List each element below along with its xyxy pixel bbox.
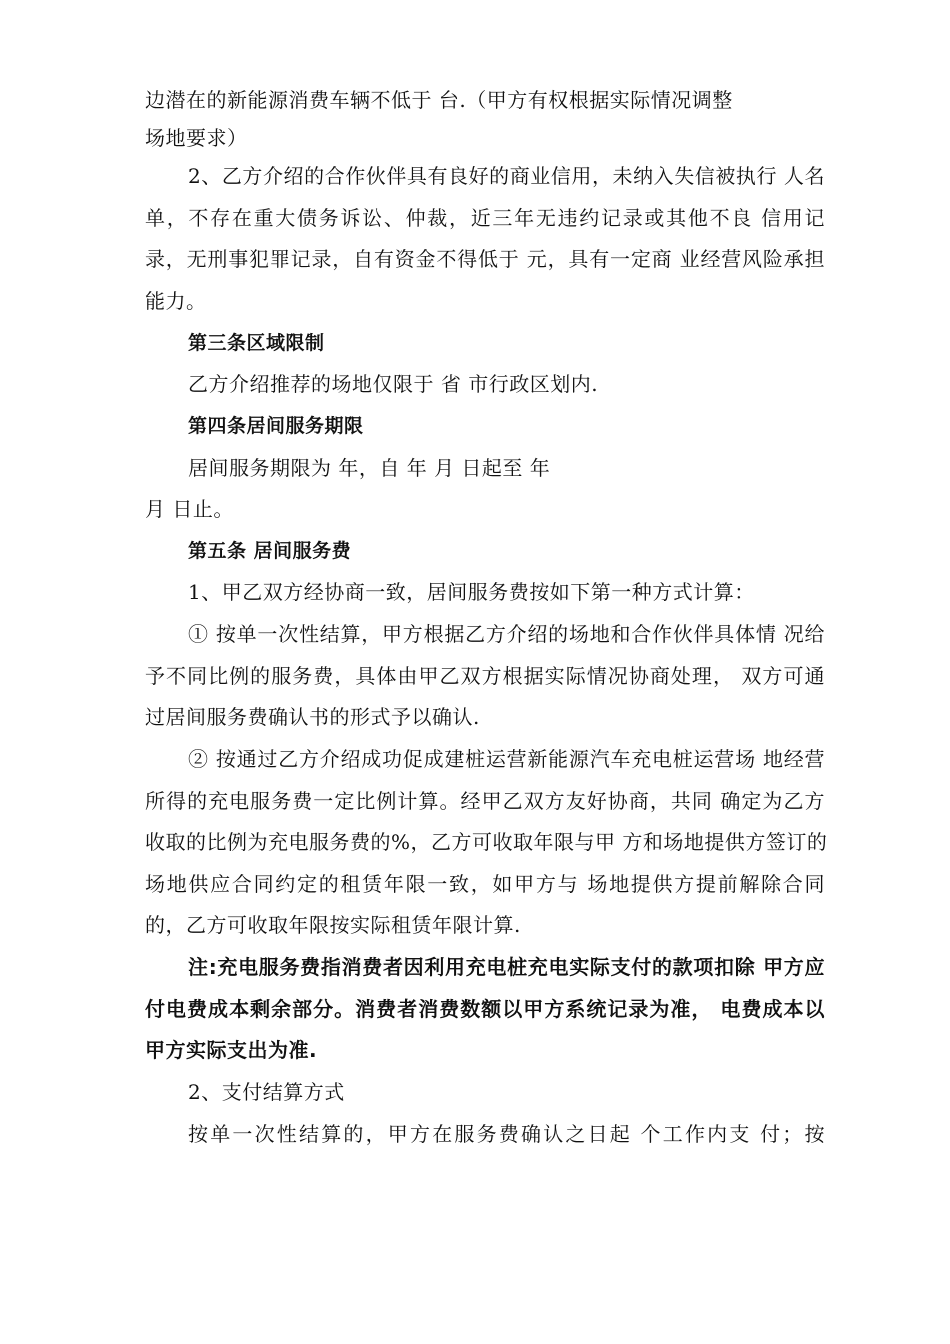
paragraph-line: 能力。 <box>145 289 207 313</box>
paragraph-line: ① 按单一次性结算，甲方根据乙方介绍的场地和合作伙伴具体情 况给 <box>188 622 825 646</box>
section-heading: 第四条居间服务期限 <box>188 415 364 437</box>
paragraph-line: 乙方介绍推荐的场地仅限于 省 市行政区划内. <box>188 372 599 396</box>
note-line: 甲方实际支出为准. <box>145 1038 318 1062</box>
paragraph-line: 场地供应合同约定的租赁年限一致，如甲方与 场地提供方提前解除合同 <box>145 872 825 896</box>
paragraph-line: 月 日止。 <box>145 497 234 521</box>
paragraph-line: 居间服务期限为 年，自 年 月 日起至 年 <box>188 456 551 480</box>
paragraph-line: 1、甲乙双方经协商一致，居间服务费按如下第一种方式计算： <box>188 580 755 604</box>
paragraph-line: 所得的充电服务费一定比例计算。经甲乙双方友好协商，共同 确定为乙方 <box>145 789 825 813</box>
paragraph-line: 2、乙方介绍的合作伙伴具有良好的商业信用，未纳入失信被执行 人名 <box>188 164 825 188</box>
paragraph-line: 予不同比例的服务费，具体由甲乙双方根据实际情况协商处理， 双方可通 <box>145 664 825 688</box>
paragraph-line: 2、支付结算方式 <box>188 1080 345 1104</box>
paragraph-line: 过居间服务费确认书的形式予以确认. <box>145 705 480 729</box>
section-heading: 第五条 居间服务费 <box>188 540 352 562</box>
paragraph-line: ② 按通过乙方介绍成功促成建桩运营新能源汽车充电桩运营场 地经营 <box>188 747 825 771</box>
section-heading: 第三条区域限制 <box>188 332 325 354</box>
note-line: 注:充电服务费指消费者因利用充电桩充电实际支付的款项扣除 甲方应 <box>188 955 825 979</box>
paragraph-line: 的，乙方可收取年限按实际租赁年限计算. <box>145 913 521 937</box>
paragraph-line: 录，无刑事犯罪记录，自有资金不得低于 元，具有一定商 业经营风险承担 <box>145 247 825 271</box>
paragraph-line: 收取的比例为充电服务费的%，乙方可收取年限与甲 方和场地提供方签订的 <box>145 830 828 854</box>
paragraph-line: 场地要求） <box>145 126 248 150</box>
note-line: 付电费成本剩余部分。消费者消费数额以甲方系统记录为准， 电费成本以 <box>145 997 825 1021</box>
paragraph-line: 按单一次性结算的，甲方在服务费确认之日起 个工作内支 付；按 <box>188 1122 825 1146</box>
paragraph-line: 单，不存在重大债务诉讼、仲裁，近三年无违约记录或其他不良 信用记 <box>145 206 825 230</box>
paragraph-line: 边潜在的新能源消费车辆不低于 台.（甲方有权根据实际情况调整 <box>145 88 733 112</box>
